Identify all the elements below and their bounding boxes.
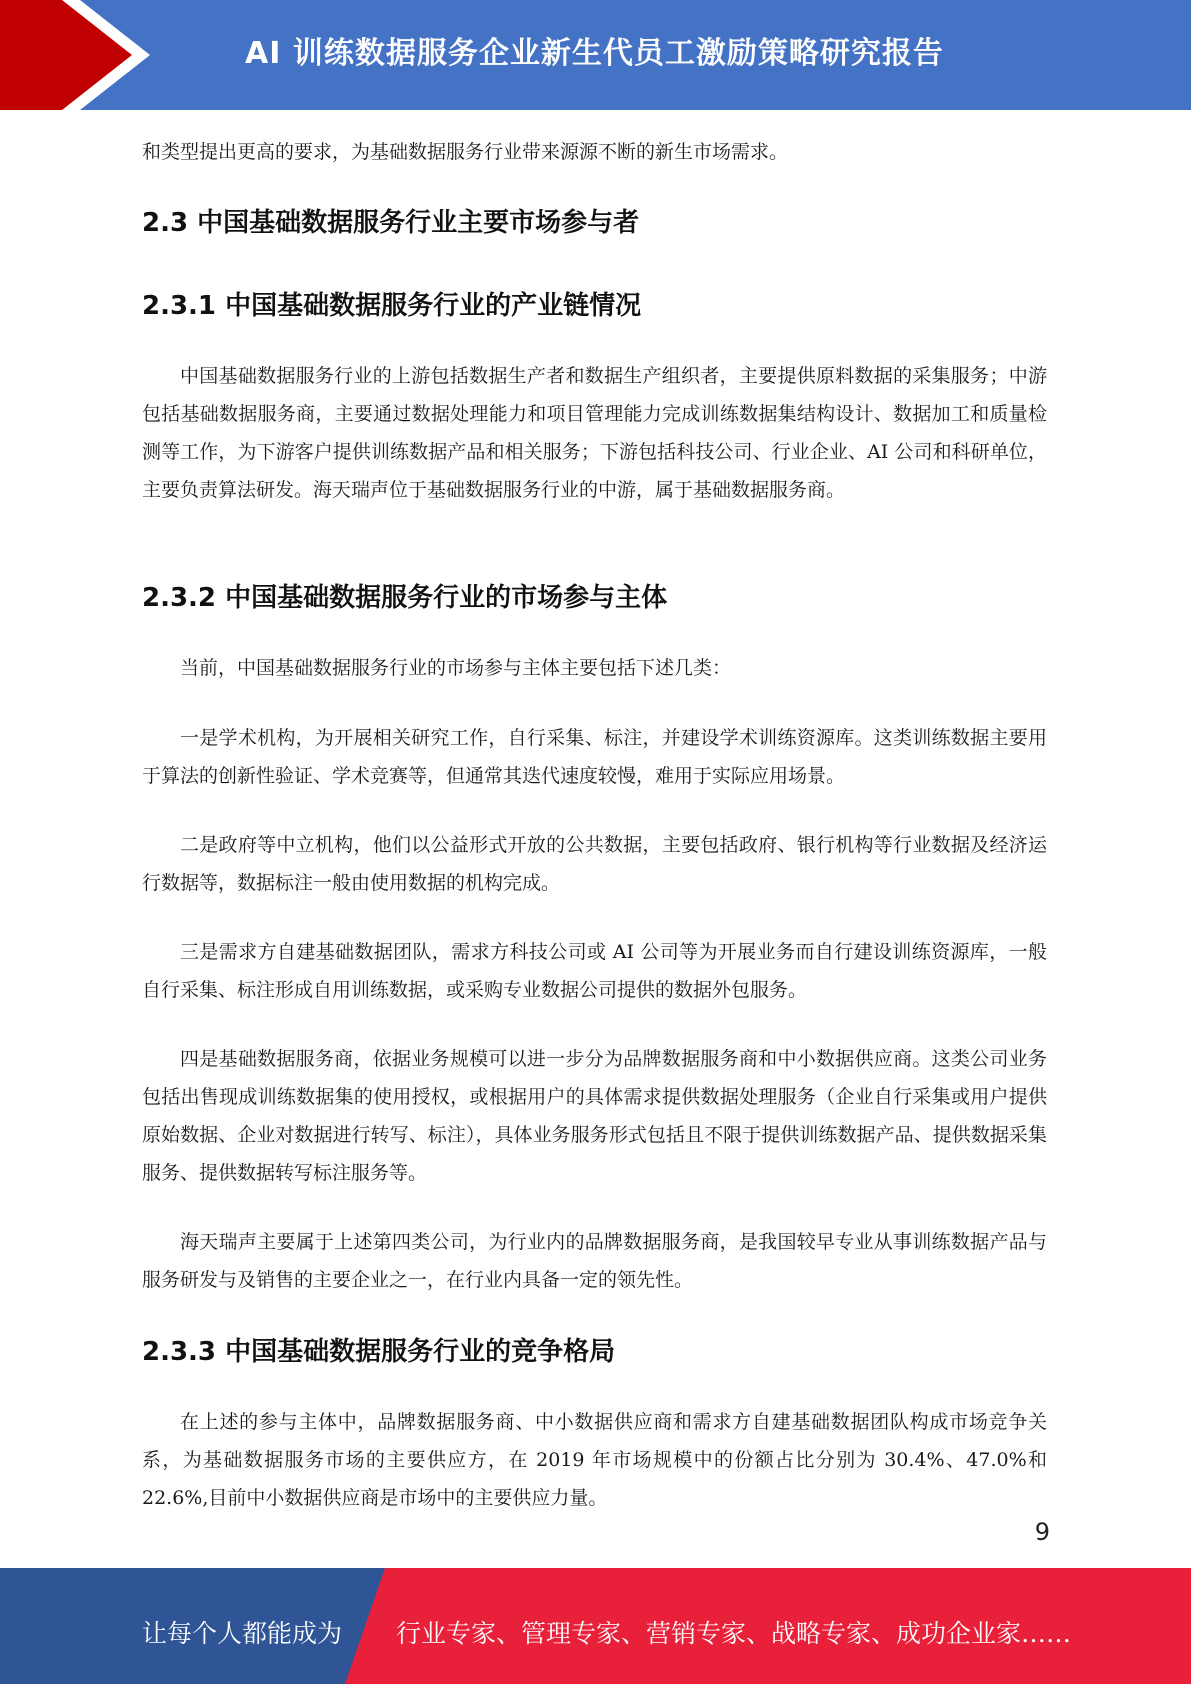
paragraph-participants-intro: 当前，中国基础数据服务行业的市场参与主体主要包括下述几类：	[180, 657, 732, 679]
section-heading-2-3-3: 2.3.3 中国基础数据服务行业的竞争格局	[142, 1337, 616, 1367]
paragraph-self-built: 三是需求方自建基础数据团队，需求方科技公司或 AI 公司等为开展业务而自行建设训练资源库，一般自行采集、标注形成自用训练数据，或采购专业数据公司提供的数据外包服务。	[142, 941, 1047, 1001]
footer-slogan-right: 行业专家、管理专家、营销专家、战略专家、成功企业家……	[396, 1619, 1072, 1648]
page-number: 9	[1034, 1518, 1050, 1546]
page-footer	[0, 1568, 1191, 1684]
paragraph-government: 二是政府等中立机构，他们以公益形式开放的公共数据，主要包括政府、银行机构等行业数据及经济运行数据等，数据标注一般由使用数据的机构完成。	[142, 834, 1047, 894]
paragraph-academic: 一是学术机构，为开展相关研究工作，自行采集、标注，并建设学术训练资源库。这类训练数据主要用于算法的创新性验证、学术竞赛等，但通常其迭代速度较慢，难用于实际应用场景。	[142, 727, 1047, 787]
paragraph-industry-chain: 中国基础数据服务行业的上游包括数据生产者和数据生产组织者，主要提供原料数据的采集服务；中游包括基础数据服务商，主要通过数据处理能力和项目管理能力完成训练数据集结构设计、数据加工和质量检测等工作，为下游客户提供训练数据产品和相关服务；下游包括科技公司、行业企业、AI 公司和科研单位，主要负责算法研发。海天瑞声位于基础数据服务行业的中游，属于基础数据服务商。	[142, 365, 1047, 501]
paragraph-continued: 和类型提出更高的要求，为基础数据服务行业带来源源不断的新生市场需求。	[142, 141, 789, 163]
section-heading-2-3: 2.3 中国基础数据服务行业主要市场参与者	[142, 208, 640, 238]
paragraph-competition: 在上述的参与主体中，品牌数据服务商、中小数据供应商和需求方自建基础数据团队构成市场竞争关系，为基础数据服务市场的主要供应方，在 2019 年市场规模中的份额占比分别为 30.4%、47.0%和 22.6%,目前中小数据供应商是市场中的主要供应力量。	[142, 1411, 1047, 1509]
paragraph-haitian: 海天瑞声主要属于上述第四类公司，为行业内的品牌数据服务商，是我国较早专业从事训练数据产品与服务研发与及销售的主要企业之一，在行业内具备一定的领先性。	[142, 1231, 1047, 1291]
page-header	[0, 0, 1191, 110]
section-heading-2-3-2: 2.3.2 中国基础数据服务行业的市场参与主体	[142, 583, 668, 613]
report-title: AI 训练数据服务企业新生代员工激励策略研究报告	[245, 36, 944, 71]
footer-slogan-left: 让每个人都能成为	[142, 1619, 343, 1648]
paragraph-service-providers: 四是基础数据服务商，依据业务规模可以进一步分为品牌数据服务商和中小数据供应商。这类公司业务包括出售现成训练数据集的使用授权，或根据用户的具体需求提供数据处理服务（企业自行采集或用户提供原始数据、企业对数据进行转写、标注），具体业务服务形式包括且不限于提供训练数据产品、提供数据采集服务、提供数据转写标注服务等。	[142, 1048, 1047, 1184]
section-heading-2-3-1: 2.3.1 中国基础数据服务行业的产业链情况	[142, 291, 642, 321]
